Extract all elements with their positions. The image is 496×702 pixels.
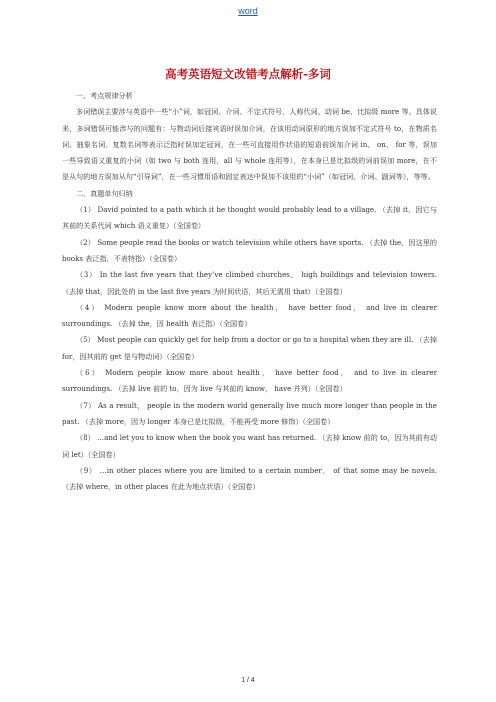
example-item: （4） Modern people know more about the health， have better food， and live in clearer surroundings. （去掉 the，因 health 表泛指）（全国卷） [62,302,437,329]
example-item: （5） Most people can quickly get for help from a doctor or go to a hospital when they are ill. （去掉 for，因其前的 get 是与物动词）（全国卷） [62,335,437,361]
word-header-link[interactable]: word [238,6,258,16]
example-item: （2） Some people read the books or watch television while others have sports. （去掉 the，因这里的 books 表泛指，不表特指）（全国卷） [62,237,437,263]
document-body [62,88,437,495]
section1-paragraph: 多词错误主要涉与英语中一些“小”词，如冠词、介词、不定式符号、人称代词、动词 be、比拟级 more 等。具体说来，多词错误可能涉与的问题有：与物动词后接宾语时误加介词，在该用动词原形的地方误加不定式符号 to，在物质名词、抽象名词、复数名词等表示泛指时误加定冠词，在一些可直接用作状语的短语前误加介词 in、 on、 for 等，误加一些导致语义重复的小词（如 two 与 both 连用，all 与 whole 连用等），在本身已是比拟级的词前误加 more，在不是从句的地方误加从句“引导词”，在一些习惯用语和固定表达中误加不该用的“小词”（如冠词、介词、副词等），等等。 [62,107,437,182]
section2-heading: 二、真题单句归纳 [76,188,133,198]
section1-heading: 一、考点规律分析 [76,91,133,100]
page-number: 1 / 4 [241,677,255,684]
example-item: （1） David pointed to a path which it he thought would probably lead to a village. （去掉 it，因它与其前的关系代词 which 语义重复）（全国卷） [62,205,437,231]
example-item: （6） Modern people know more about health， have better food， and to live in clearer surroundings. （去掉 live 前的 to，因为 live 与其前的 know， have 并列）（全国卷） [62,368,437,394]
example-item: （9） …in other places where you are limited to a certain number， of that some may be novels. （去掉 where，in other places 在此为地点状语）（全国卷） [62,465,437,492]
page-title: 高考英语短文改错考点解析-多词 [165,67,331,81]
example-item: （8） …and let you to know when the book you want has returned. （去掉 know 前的 to，因为其前有动词 let）（全国卷） [62,433,437,459]
example-item: （7） As a result， people in the modern world generally live much more longer than people in the past. （去掉 more，因为 longer 本身已是比拟级，不能再受 more 修饰）（全国卷） [62,400,437,426]
example-item: （3） In the last five years that they’ve climbed churches， high buildings and television towers. （去掉 that，因此处的 in the last five years 为时间状语，其后无需用 that）（全国卷） [62,270,437,296]
